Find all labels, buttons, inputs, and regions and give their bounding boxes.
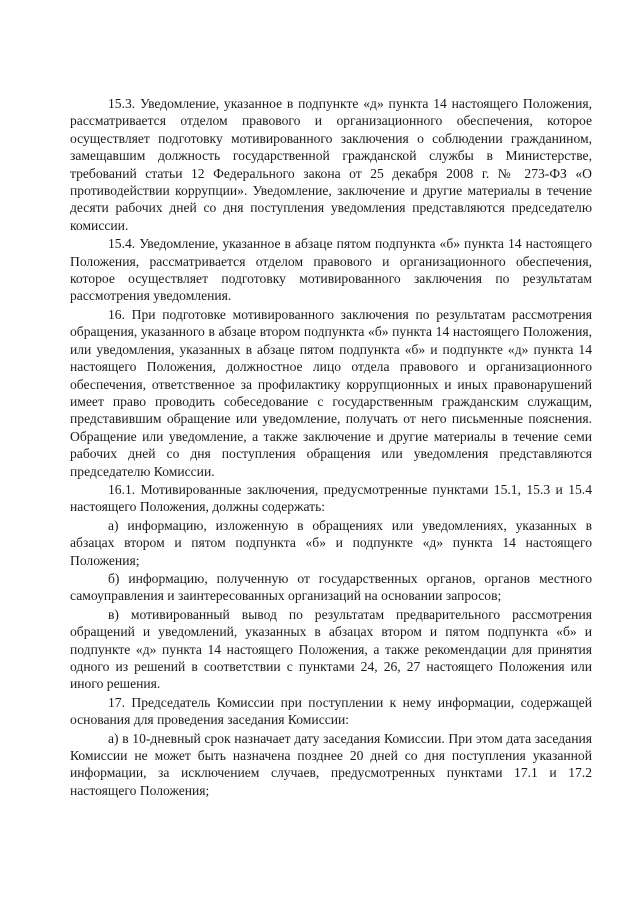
paragraph-16-1-a: а) информацию, изложенную в обращениях или уведомлениях, указанных в абзацах втором и пятом подпункта «б» и подпункте «д» пункта 14 настоящего Положения; [70, 517, 592, 568]
paragraph-16-1-v: в) мотивированный вывод по результатам предварительного рассмотрения обращений и уведомлений, указанных в абзацах втором и пятом подпункта «б» и подпункте «д» пункта 14 настоящего Положения, а также рекомендации для принятия одного из решений в соответствии с пунктами 24, 26, 27 настоящего Положения или иного решения. [70, 606, 592, 692]
paragraph-15-3: 15.3. Уведомление, указанное в подпункте «д» пункта 14 настоящего Положения, рассматривается отделом правового и организационного обеспечения, которое осуществляет подготовку мотивированного заключения о соблюдении гражданином, замещавшим должность государственной гражданской службы в Министерстве, требований статьи 12 Федерального закона от 25 декабря 2008 г. № 273-ФЗ «О противодействии коррупции». Уведомление, заключение и другие материалы в течение десяти рабочих дней со дня поступления уведомления представляются председателю комиссии. [70, 96, 592, 233]
paragraph-16-1: 16.1. Мотивированные заключения, предусмотренные пунктами 15.1, 15.3 и 15.4 настоящего Положения, должны содержать: [70, 481, 592, 515]
paragraph-17-a: а) в 10-дневный срок назначает дату заседания Комиссии. При этом дата заседания Комиссии не может быть назначена позднее 20 дней со дня поступления указанной информации, за исключением случаев, предусмотренных пунктами 17.1 и 17.2 настоящего Положения; [70, 730, 592, 798]
paragraph-17: 17. Председатель Комиссии при поступлении к нему информации, содержащей основания для проведения заседания Комиссии: [70, 694, 592, 728]
document-page [70, 95, 592, 800]
paragraph-16: 16. При подготовке мотивированного заключения по результатам рассмотрения обращения, указанного в абзаце втором подпункта «б» пункта 14 настоящего Положения, или уведомления, указанных в абзаце пятом подпункта «б» и подпункте «д» пункта 14 настоящего Положения, должностное лицо отдела правового и организационного обеспечения, ответственное за профилактику коррупционных и иных правонарушений имеет право проводить собеседование с государственным гражданским служащим, представившим обращение или уведомление, получать от него письменные пояснения. Обращение или уведомление, а также заключение и другие материалы в течение семи рабочих дней со дня поступления обращения или уведомления представляются председателю Комиссии. [70, 306, 592, 479]
paragraph-16-1-b: б) информацию, полученную от государственных органов, органов местного самоуправления и заинтересованных организаций на основании запросов; [70, 570, 592, 604]
paragraph-15-4: 15.4. Уведомление, указанное в абзаце пятом подпункта «б» пункта 14 настоящего Положения, рассматривается отделом правового и организационного обеспечения, которое осуществляет подготовку мотивированного заключения по результатам рассмотрения уведомления. [70, 236, 592, 304]
